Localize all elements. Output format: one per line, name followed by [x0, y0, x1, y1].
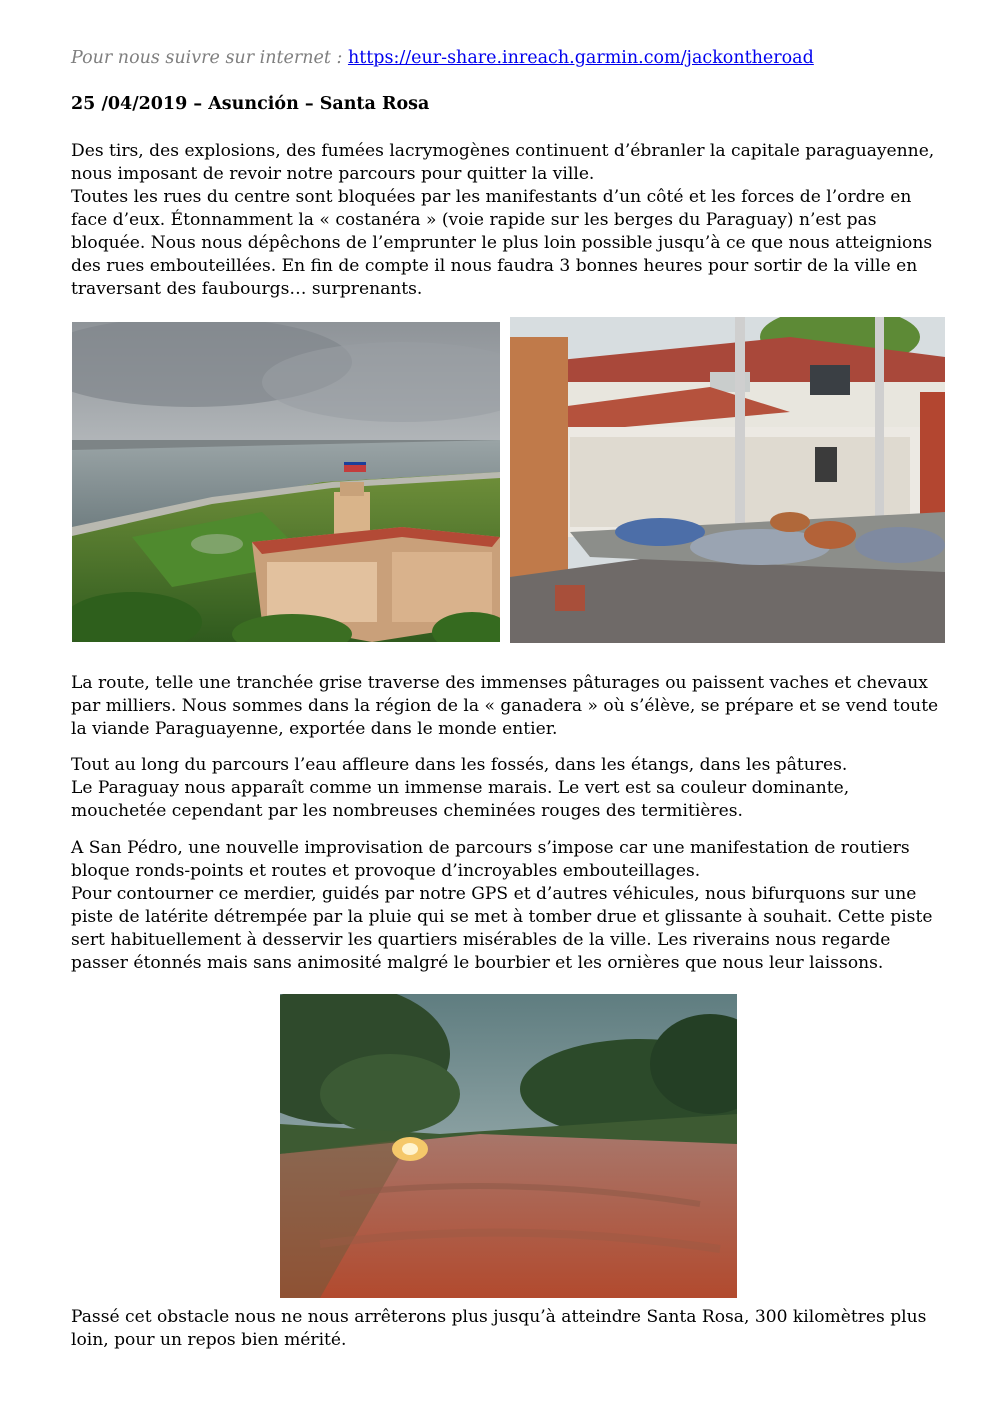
paragraph-line: piste de latérite détrempée par la pluie qui se met à tomber drue et glissante à souhait. Cette piste	[71, 907, 933, 927]
photo-street-trash-dogs	[510, 317, 945, 643]
paragraph-line: sert habituellement à desservir les quartiers misérables de la ville. Les riverains nous regarde	[71, 930, 891, 950]
paragraph-line: des rues embouteillées. En fin de compte il nous faudra 3 bonnes heures pour sortir de la ville en	[71, 256, 918, 276]
paragraph-line: Tout au long du parcours l’eau affleure dans les fossés, dans les étangs, dans les pâtures.	[71, 755, 848, 775]
paragraph-line: traversant des faubourgs… surprenants.	[71, 279, 423, 299]
follow-intro-text: Pour nous suivre sur internet :	[71, 48, 343, 68]
paragraph-line: bloque ronds-points et routes et provoque d’incroyables embouteillages.	[71, 861, 701, 881]
paragraph-line: mouchetée cependant par les nombreuses cheminées rouges des termitières.	[71, 801, 743, 821]
paragraph-4	[71, 837, 951, 975]
follow-link-line	[71, 48, 814, 68]
paragraph-2	[71, 672, 951, 741]
paragraph-line: Toutes les rues du centre sont bloquées par les manifestants d’un côté et les forces de l’ordre en	[71, 187, 912, 207]
paragraph-line: loin, pour un repos bien mérité.	[71, 1330, 347, 1350]
paragraph-line: Des tirs, des explosions, des fumées lacrymogènes continuent d’ébranler la capitale paraguayenne,	[71, 141, 935, 161]
paragraph-line: passer étonnés mais sans animosité malgré le bourbier et les ornières que nous leur laissons.	[71, 953, 884, 973]
paragraph-line: Le Paraguay nous apparaît comme un immense marais. Le vert est sa couleur dominante,	[71, 778, 850, 798]
paragraph-line: Pour contourner ce merdier, guidés par notre GPS et d’autres véhicules, nous bifurquons sur une	[71, 884, 917, 904]
paragraph-line: Passé cet obstacle nous ne nous arrêterons plus jusqu’à atteindre Santa Rosa, 300 kilomètres plus	[71, 1307, 927, 1327]
paragraph-line: par milliers. Nous sommes dans la région de la « ganadera » où s’élève, se prépare et se vend toute	[71, 696, 939, 716]
paragraph-3	[71, 754, 951, 823]
paragraph-line: La route, telle une tranchée grise traverse des immenses pâturages ou paissent vaches et chevaux	[71, 673, 928, 693]
paragraph-line: la viande Paraguayenne, exportée dans le monde entier.	[71, 719, 558, 739]
photo-muddy-track	[280, 994, 737, 1298]
paragraph-line: A San Pédro, une nouvelle improvisation de parcours s’impose car une manifestation de routiers	[71, 838, 910, 858]
paragraph-5	[71, 1306, 951, 1352]
paragraph-1	[71, 140, 951, 301]
paragraph-line: face d’eux. Étonnamment la « costanéra » (voie rapide sur les berges du Paraguay) n’est pas	[71, 210, 877, 230]
tracking-link[interactable]: https://eur-share.inreach.garmin.com/jackontheroad	[347, 48, 814, 68]
photo-asuncion-aerial	[72, 322, 500, 642]
paragraph-line: bloquée. Nous nous dépêchons de l’emprunter le plus loin possible jusqu’à ce que nous atteignions	[71, 233, 933, 253]
paragraph-line: nous imposant de revoir notre parcours pour quitter la ville.	[71, 164, 595, 184]
page-title: 25 /04/2019 – Asunción – Santa Rosa	[71, 94, 430, 114]
